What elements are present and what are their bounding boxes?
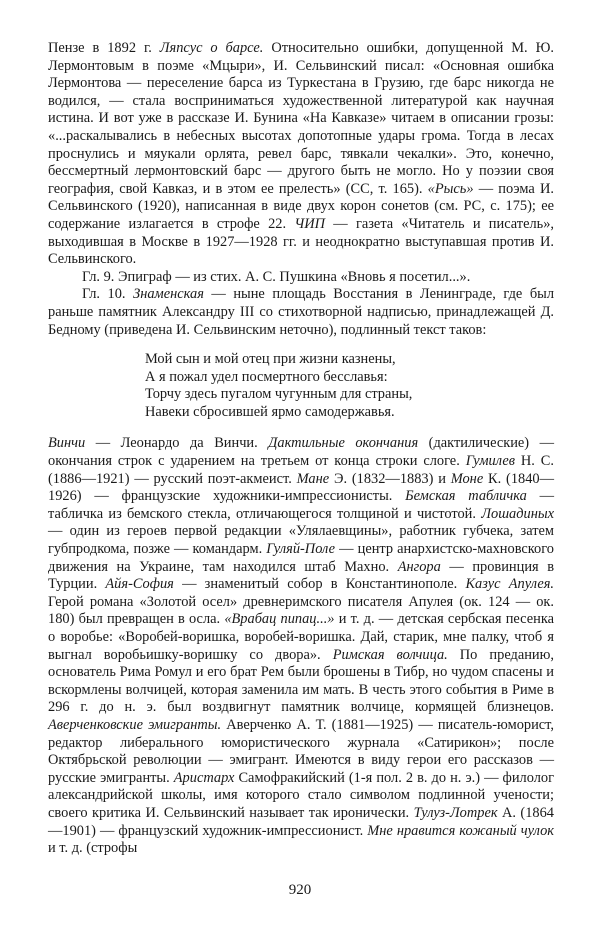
text-run: — знаменитый собор в Константинополе. [173, 576, 466, 593]
page-number: 920 [288, 882, 312, 898]
italic-term: «Врабац пипац...» [224, 611, 335, 628]
text-run: — газета «Читатель и писатель», выходившая в Москве в 1927—1928 гг. и неоднократно выступавшая против И. Сельвинского. [48, 215, 554, 268]
text-run: К. (1840—1926) — французские художники-импрессионисты. [48, 470, 554, 505]
text-run: — один из героев первой редакции «Улялаевщины», работник губчека, затем губпродкома, позже — командарм. [48, 523, 554, 558]
italic-term: Гуляй-Поле [266, 541, 336, 558]
paragraph-glossary [48, 435, 554, 857]
text-run: Относительно ошибки, допущенной М. Ю. Лермонтовым в поэме «Мцыри», И. Сельвинский писал: «Основная ошибка Лермонтова — переселение барса из Туркестана в Грузию, где барс никогда не водился, — стала восприниматься художественной литературой как научная истина. И вот уже в рассказе И. Бунина «На Кавказе» читаем в описании грозы: «...раскалывались в небесных высотах допотопные удары грома. Тогда в лесах проснулись и мяукали орлята, ревел барс, тявкали чекалки». Это, конечно, бессмертный лермонтовский барс — другого быть не могло. Но у поэзии своя география, свой Кавказ, и в этом ее прелесть» (СС, т. 165). [48, 40, 554, 197]
poem-line: Навеки сбросившей ярмо самодержавья. [145, 403, 395, 420]
italic-term: Мне нравится кожаный чулок [367, 822, 555, 839]
text-run: По преданию, основатель Рима Ромул и его брат Рем были брошены в Тибр, но чудом спасены и вскормлены волчицей, которая заменила им мать. В честь этого события в Риме в 296 г. до н. э. был воздвигнут памятник волчице, кормящей близнецов. [48, 646, 554, 716]
text-run: (дактилические) — окончания строк с ударением на третьем от конца строки слоге. [48, 435, 554, 470]
paragraph-chapter-9 [48, 269, 554, 287]
text-run: Гл. 9. Эпиграф — из стих. А. С. Пушкина «Вновь я посетил...». [82, 268, 471, 285]
text-run: и т. д. (строфы [48, 840, 138, 857]
italic-term: Ляпсус о барсе. [159, 40, 264, 56]
text-run: Аверченко А. Т. (1881—1925) — писатель-юморист, редактор либерального юмористического журнала «Сатирикон»; после Октябрьской революции — эмигрант. Имеются в виду герои его рассказов — русские эмигранты. [48, 716, 554, 786]
italic-term: Знаменская [133, 286, 204, 303]
text-run: Гл. 10. [82, 286, 134, 303]
italic-term: Лошадиных [481, 505, 554, 522]
poem-quote [145, 351, 554, 421]
paragraph-chapter-10 [48, 286, 554, 339]
text-run: — Леонардо да Винчи. [85, 435, 269, 452]
text-run: Н. С. (1886—1921) — русский поэт-акмеист. [48, 453, 554, 487]
text-run: Пензе в 1892 г. [48, 40, 160, 56]
poem-line: Торчу здесь пугалом чугунным для страны, [145, 386, 413, 403]
text-run: — ныне площадь Восстания в Ленинграде, где был раньше памятник Александру III со стихотворной надписью, принадлежащей Д. Бедному (приведена И. Сельвинским неточно), подлинный текст таков: [48, 286, 554, 338]
italic-term: Дактильные окончания [268, 435, 419, 452]
italic-term: Айя-София [105, 576, 174, 593]
text-run: Э. (1832—1883) и [329, 470, 451, 487]
text-run: — центр анархистско-махновского движения на Украине, там находился штаб Махно. [48, 541, 554, 575]
text-run: А. (1864—1901) — французский художник-импрессионист. [48, 804, 554, 839]
italic-term: Казус Апулея. [465, 576, 555, 593]
italic-term: Мане [296, 470, 330, 487]
paragraph-commentary-chapter-8 [48, 40, 554, 269]
italic-term: Римская волчица. [332, 646, 448, 663]
italic-term: Аверченковские эмигранты. [48, 716, 222, 733]
text-run: — провинция в Турции. [48, 558, 555, 593]
italic-term: Ангора [397, 558, 441, 575]
italic-term: Тулуз-Лотрек [413, 804, 498, 821]
italic-term: «Рысь» [427, 180, 474, 197]
poem-line: А я пожал удел посмертного бесславья: [145, 368, 388, 385]
italic-term: Моне [450, 470, 484, 487]
poem-line: Мой сын и мой отец при жизни казнены, [145, 351, 396, 368]
italic-term: Бемская табличка [405, 488, 527, 505]
italic-term: Гумилев [465, 453, 515, 470]
text-run: Герой романа «Золотой осел» древнеримского писателя Апулея (ок. 124 — ок. 180) был превращен в осла. [48, 593, 554, 628]
text-run: — поэма И. Сельвинского (1920), написанная в виде двух корон сонетов (см. РС, с. 175); ее содержание излагается в строфе 22. [48, 180, 554, 232]
italic-term: ЧИП [294, 215, 326, 232]
text-run: и т. д. — детская сербская песенка о воробье: «Воробей-воришка, воробей-воришка. Дай, старик, мне палку, чтоб я выгнал воробьишку-воришку со двора». [48, 611, 554, 663]
page-text [48, 40, 554, 858]
text-run: Самофракийский (1-я пол. 2 в. до н. э.) — филолог александрийской школы, имя которого стало символом подлинной учености; своего критика И. Сельвинский называет так иронически. [48, 769, 554, 821]
text-run: — табличка из бемского стекла, отличающегося толщиной и чистотой. [48, 488, 554, 522]
italic-term: Винчи [48, 435, 86, 452]
italic-term: Аристарх [173, 769, 235, 786]
